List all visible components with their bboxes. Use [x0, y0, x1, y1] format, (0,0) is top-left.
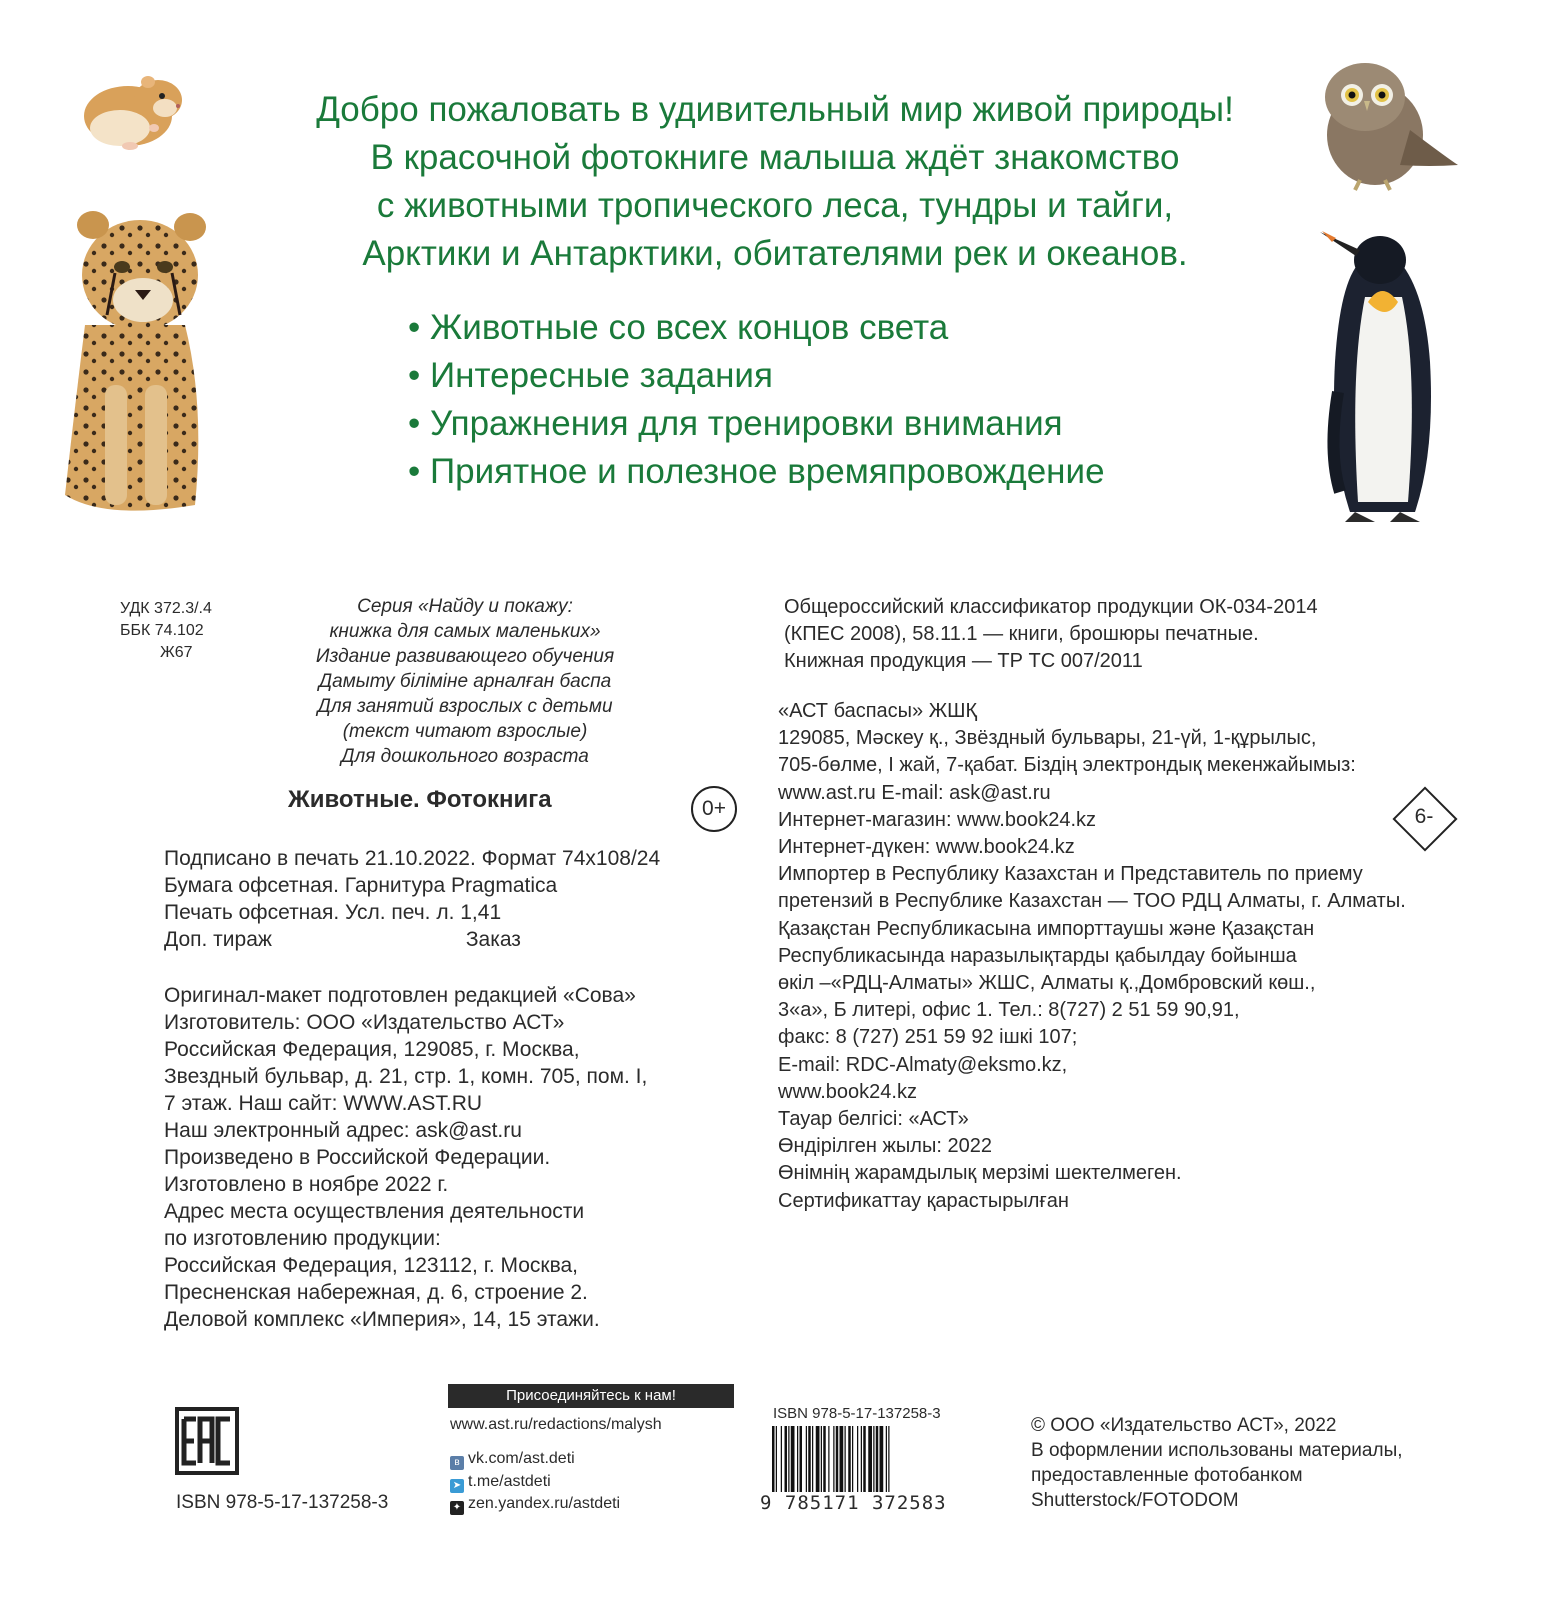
- order: Заказ: [465, 928, 521, 951]
- barcode-bar: [852, 1426, 853, 1492]
- barcode-bar: [812, 1426, 813, 1492]
- kz-line: Өнімнің жарамдылық мерзімі шектелмеген.: [778, 1162, 1182, 1185]
- extra-run: Доп. тираж: [164, 928, 272, 951]
- kz-line: Тауар белгісі: «АСТ»: [778, 1108, 969, 1131]
- kz-line: Сертификаттау қарастырылған: [778, 1189, 1069, 1212]
- manufacturer-line: Изготовитель: ООО «Издательство АСТ»: [164, 1011, 565, 1034]
- isbn-number: ISBN 978-5-17-137258-3: [176, 1492, 389, 1513]
- manufacturer-line: Российская Федерация, 129085, г. Москва,: [164, 1038, 580, 1061]
- author-mark: Ж67: [160, 644, 193, 661]
- barcode-bar: [806, 1426, 807, 1492]
- kz-line: Республикасында наразылықтарды қабылдау бойынша: [778, 944, 1297, 967]
- kz-line: факс: 8 (727) 251 59 92 ішкі 107;: [778, 1026, 1078, 1049]
- barcode-bar: [880, 1426, 884, 1492]
- manufacturer-line: Произведено в Российской Федерации.: [164, 1146, 551, 1169]
- feature-item: • Животные со всех концов света: [408, 308, 949, 347]
- features-list: [408, 304, 1105, 496]
- barcode-bar: [876, 1426, 879, 1492]
- paper-line: Бумага офсетная. Гарнитура Pragmatica: [164, 874, 558, 897]
- series-line: Для занятий взрослых с детьми: [317, 696, 613, 717]
- print-info: [164, 845, 660, 953]
- series-line: Издание развивающего обучения: [315, 646, 615, 667]
- series-line: книжка для самых маленьких»: [329, 621, 601, 642]
- cheetah-cub-image: [45, 205, 220, 530]
- manufacturer-line: Оригинал-макет подготовлен редакцией «Сова»: [164, 984, 636, 1007]
- barcode-bar: [808, 1426, 811, 1492]
- manufacturer-line: Адрес места осуществления деятельности: [164, 1200, 585, 1223]
- product-classifier: [784, 594, 1318, 675]
- manufacturer-line: Наш электронный адрес: ask@ast.ru: [164, 1119, 522, 1142]
- barcode-bar: [845, 1426, 846, 1492]
- intro-line: В красочной фотокниге малыша ждёт знакомство: [370, 138, 1180, 177]
- vk-icon: в: [450, 1456, 464, 1470]
- print-line: Печать офсетная. Усл. печ. л. 1,41: [164, 901, 502, 924]
- barcode-bar: [772, 1426, 775, 1492]
- barcode-bar: [863, 1426, 866, 1492]
- barcode-bar: [788, 1426, 789, 1492]
- telegram-link[interactable]: ➤ t.me/astdeti: [450, 1471, 620, 1494]
- udk-codes: [120, 598, 212, 664]
- barcode-bar: [873, 1426, 874, 1492]
- barcode-digits: 9 785171 372583: [760, 1492, 947, 1514]
- zen-link[interactable]: ✦ zen.yandex.ru/astdeti: [450, 1493, 620, 1516]
- manufacturer-info: [164, 982, 647, 1333]
- kz-line: өкіл –«РДЦ-Алматы» ЖШС, Алматы қ.,Домбровский көш.,: [778, 972, 1316, 995]
- feature-item: • Упражнения для тренировки внимания: [408, 404, 1063, 443]
- signed-line: Подписано в печать 21.10.2022. Формат 74х108/24: [164, 847, 661, 870]
- barcode-bar: [857, 1426, 858, 1492]
- manufacturer-line: Звездный бульвар, д. 21, стр. 1, комн. 705, пом. I,: [164, 1065, 648, 1088]
- copyright-line: В оформлении использованы материалы,: [1031, 1440, 1403, 1461]
- kz-line: Импортер в Республику Казахстан и Представитель по приему: [778, 863, 1363, 886]
- barcode-bar: [781, 1426, 782, 1492]
- manufacturer-line: Изготовлено в ноябре 2022 г.: [164, 1173, 449, 1196]
- barcode-bar: [828, 1426, 829, 1492]
- series-line: Дамыту біліміне арналған баспа: [318, 671, 612, 692]
- barcode-bar: [840, 1426, 844, 1492]
- barcode-bar: [868, 1426, 872, 1492]
- kz-line: 705-бөлме, I жай, 7-қабат. Біздің электрондық мекенжайымыз:: [778, 754, 1356, 777]
- intro-paragraph: [225, 86, 1325, 278]
- series-line: Для дошкольного возраста: [341, 746, 589, 767]
- penguin-image: [1320, 222, 1450, 532]
- social-links: [450, 1448, 620, 1516]
- copyright-line: © ООО «Издательство АСТ», 2022: [1031, 1415, 1337, 1436]
- kz-line: Интернет-дүкен: www.book24.kz: [778, 836, 1075, 859]
- kazakh-publisher-info: [778, 698, 1406, 1215]
- classifier-line: Книжная продукция — ТР ТС 007/2011: [784, 650, 1143, 672]
- kz-line: E-mail: RDC-Almaty@eksmo.kz,: [778, 1053, 1068, 1076]
- manufacturer-line: 7 этаж. Наш сайт: WWW.AST.RU: [164, 1092, 483, 1115]
- barcode-bar: [848, 1426, 851, 1492]
- zen-icon: ✦: [450, 1501, 464, 1515]
- barcode-bar: [785, 1426, 788, 1492]
- vk-link[interactable]: в vk.com/ast.deti: [450, 1448, 620, 1471]
- run-order-line: [164, 926, 660, 953]
- copyright-info: [1031, 1413, 1403, 1513]
- barcode-bar: [821, 1426, 822, 1492]
- eac-mark-icon: [175, 1407, 239, 1475]
- kz-line: www.book24.kz: [778, 1080, 917, 1103]
- barcode-bar: [823, 1426, 826, 1492]
- barcode-bar: [797, 1426, 798, 1492]
- book-title: Животные. Фотокнига: [288, 786, 552, 813]
- barcode-bar: [861, 1426, 862, 1492]
- kz-line: www.ast.ru E-mail: ask@ast.ru: [778, 781, 1051, 804]
- bbk-code: ББК 74.102: [120, 622, 204, 639]
- kz-line: «АСТ баспасы» ЖШҚ: [778, 700, 978, 722]
- copyright-line: предоставленные фотобанком: [1031, 1465, 1303, 1486]
- feature-item: • Интересные задания: [408, 356, 773, 395]
- telegram-icon: ➤: [450, 1479, 464, 1493]
- classifier-line: (КПЕС 2008), 58.11.1 — книги, брошюры печатные.: [784, 623, 1259, 645]
- manufacturer-line: по изготовлению продукции:: [164, 1227, 441, 1250]
- intro-line: Арктики и Антарктики, обитателями рек и океанов.: [362, 234, 1188, 273]
- barcode-bar: [791, 1426, 795, 1492]
- kz-line: 129085, Мәскеу қ., Звёздный бульвары, 21-үй, 1-құрылыс,: [778, 727, 1317, 750]
- age-rating-badge: 0+: [691, 786, 737, 832]
- barcode-bar: [886, 1426, 887, 1492]
- kz-line: Өндірілген жылы: 2022: [778, 1135, 992, 1158]
- manufacturer-line: Деловой комплекс «Империя», 14, 15 этажи.: [164, 1308, 600, 1331]
- barcode-bar: [888, 1426, 889, 1492]
- barcode-bar: [776, 1426, 777, 1492]
- series-line: Серия «Найду и покажу:: [357, 596, 573, 617]
- barcode-bar: [833, 1426, 834, 1492]
- hamster-image: [70, 58, 190, 153]
- publisher-site-link[interactable]: www.ast.ru/redactions/malysh: [450, 1416, 662, 1433]
- join-us-banner: Присоединяйтесь к нам!: [448, 1384, 734, 1408]
- udk-code: УДК 372.3/.4: [120, 600, 212, 617]
- manufacturer-line: Пресненская набережная, д. 6, строение 2.: [164, 1281, 588, 1304]
- kz-line: Интернет-магазин: www.book24.kz: [778, 808, 1097, 831]
- feature-item: • Приятное и полезное времяпровождение: [408, 452, 1105, 491]
- age-rating-kz-label: 6-: [1414, 805, 1434, 828]
- kz-line: 3«а», Б литері, офис 1. Тел.: 8(727) 2 51 59 90,91,: [778, 999, 1240, 1022]
- barcode-isbn-label: ISBN 978-5-17-137258-3: [773, 1405, 941, 1422]
- barcode: [770, 1426, 964, 1494]
- barcode-bar: [836, 1426, 839, 1492]
- series-info: [265, 594, 665, 769]
- kz-line: претензий в Республике Казахстан — ТОО РДЦ Алматы, г. Алматы.: [778, 890, 1406, 913]
- copyright-line: Shutterstock/FOTODOM: [1031, 1490, 1239, 1511]
- kz-line: Қазақстан Республикасына импорттаушы және Қазақстан: [778, 917, 1315, 940]
- intro-line: Добро пожаловать в удивительный мир живой природы!: [316, 90, 1234, 129]
- series-line: (текст читают взрослые): [342, 721, 588, 742]
- classifier-line: Общероссийский классификатор продукции ОК-034-2014: [784, 596, 1318, 618]
- intro-line: с животными тропического леса, тундры и тайги,: [376, 186, 1174, 225]
- manufacturer-line: Российская Федерация, 123112, г. Москва,: [164, 1254, 579, 1277]
- barcode-bar: [800, 1426, 803, 1492]
- barcode-bar: [816, 1426, 820, 1492]
